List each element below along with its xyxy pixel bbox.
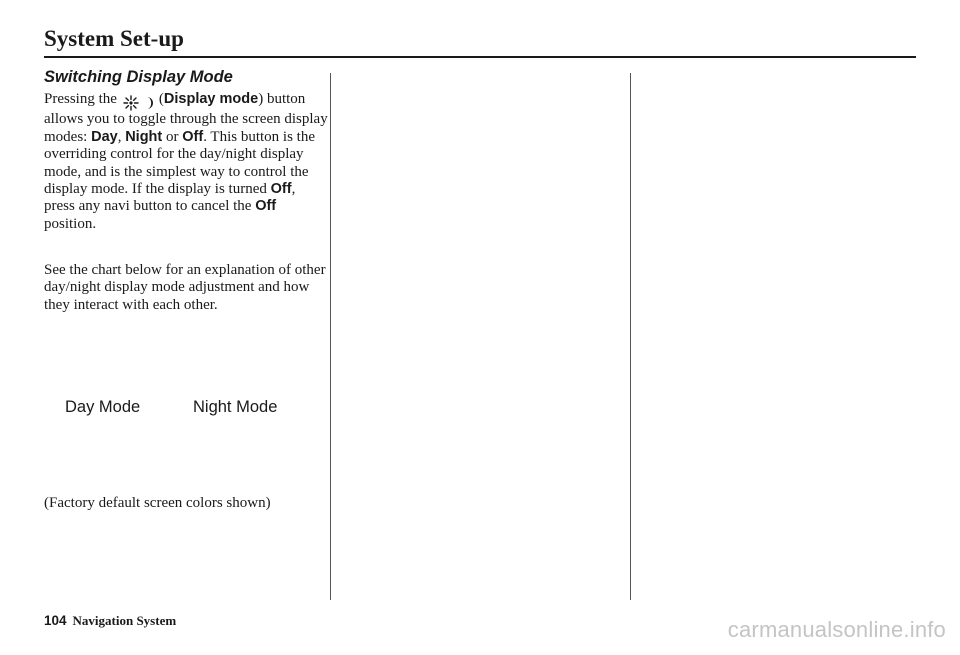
intro-text: button allows you to toggle through the screen display modes:	[44, 91, 328, 145]
mode-day: Day	[91, 128, 118, 145]
intro-text: or	[162, 128, 183, 145]
footer-book-title: Navigation System	[72, 613, 177, 628]
intro-text: , press any navi button to cancel the	[44, 181, 296, 215]
column-divider-left	[330, 73, 331, 600]
intro-text: Pressing the	[44, 91, 117, 107]
mode-off: Off	[270, 181, 292, 198]
paren-open: (	[158, 91, 164, 107]
night-mode-label: Night Mode	[193, 398, 278, 416]
watermark: carmanualsonline.info	[727, 617, 946, 642]
figure-caption: (Factory default screen colors shown)	[44, 495, 271, 511]
header-rule	[44, 56, 916, 58]
mode-night: Night	[125, 128, 163, 145]
paren-close: )	[258, 91, 264, 107]
intro-paragraph	[44, 91, 329, 233]
mode-off: Off	[255, 198, 277, 215]
column-divider-right	[630, 73, 631, 600]
page-header-title: System Set-up	[44, 26, 184, 51]
chart-explanation-paragraph: See the chart below for an explanation of other day/night display mode adjustment and how they interact with each other.	[44, 262, 326, 313]
page-number: 104	[44, 613, 67, 628]
display-mode-name: Display mode	[163, 91, 259, 107]
day-mode-label: Day Mode	[65, 398, 141, 416]
mode-off: Off	[182, 128, 204, 145]
intro-text: position.	[44, 215, 97, 232]
section-title: Switching Display Mode	[44, 68, 233, 86]
intro-text: . This button is the overriding control for the day/night display mode, and is the simplest way to control the display mode. If the display is turned	[44, 128, 315, 198]
display-mode-button-icon	[123, 94, 155, 111]
sun-icon	[123, 95, 139, 111]
page-footer	[44, 613, 176, 629]
comma: ,	[117, 128, 126, 145]
moon-icon	[143, 95, 155, 111]
